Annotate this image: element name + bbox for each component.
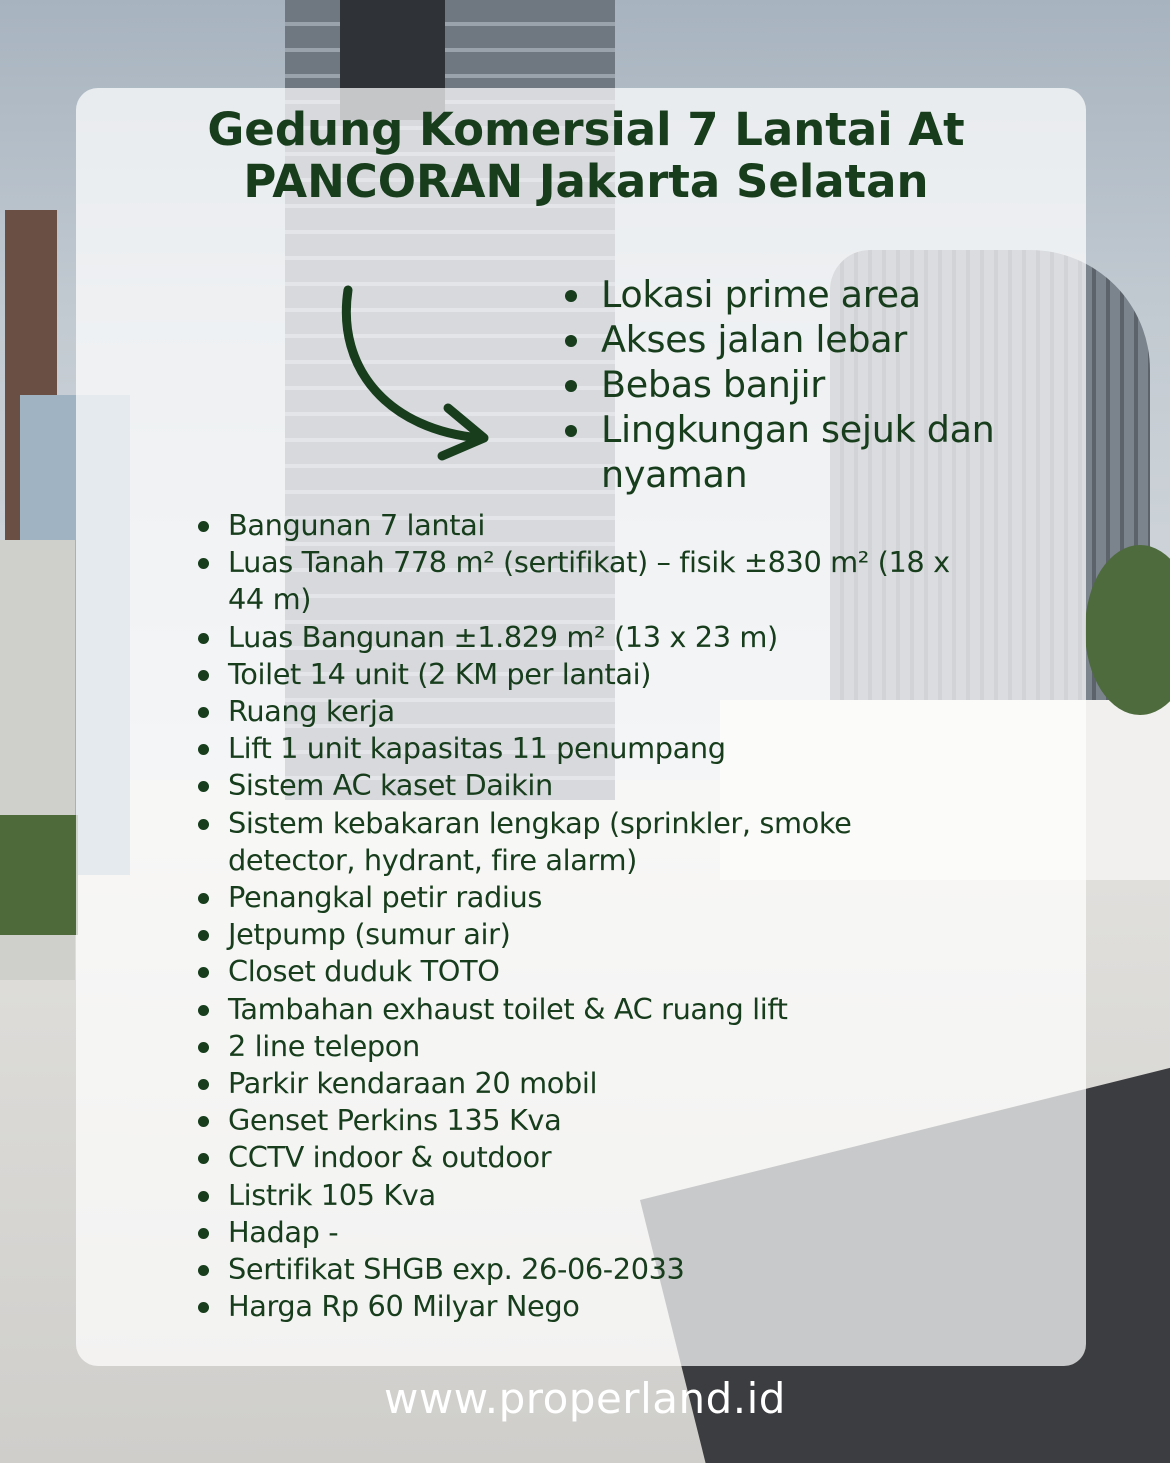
spec-item: Ruang kerja <box>194 693 984 730</box>
spec-item: CCTV indoor & outdoor <box>194 1139 984 1176</box>
spec-item: 2 line telepon <box>194 1028 984 1065</box>
spec-item: Tambahan exhaust toilet & AC ruang lift <box>194 991 984 1028</box>
spec-item: Closet duduk TOTO <box>194 953 984 990</box>
spec-item: Toilet 14 unit (2 KM per lantai) <box>194 656 984 693</box>
spec-item: Sistem kebakaran lengkap (sprinkler, smoke detector, hydrant, fire alarm) <box>194 805 984 879</box>
spec-item: Parkir kendaraan 20 mobil <box>194 1065 984 1102</box>
spec-item: Hadap - <box>194 1214 984 1251</box>
spec-item: Genset Perkins 135 Kva <box>194 1102 984 1139</box>
feature-item: Akses jalan lebar <box>563 317 1063 362</box>
spec-item: Bangunan 7 lantai <box>194 507 984 544</box>
feature-list <box>563 272 1063 497</box>
feature-item: Lokasi prime area <box>563 272 1063 317</box>
spec-item: Harga Rp 60 Milyar Nego <box>194 1288 984 1325</box>
spec-list <box>194 507 984 1325</box>
feature-item: Bebas banjir <box>563 362 1063 407</box>
spec-item: Jetpump (sumur air) <box>194 916 984 953</box>
curved-arrow-icon <box>330 280 510 470</box>
spec-item: Penangkal petir radius <box>194 879 984 916</box>
spec-item: Sistem AC kaset Daikin <box>194 767 984 804</box>
spec-item: Listrik 105 Kva <box>194 1177 984 1214</box>
website-url: www.properland.id <box>384 1374 786 1423</box>
spec-item: Luas Bangunan ±1.829 m² (13 x 23 m) <box>194 619 984 656</box>
feature-item: Lingkungan sejuk dan nyaman <box>563 407 1063 497</box>
page-title: Gedung Komersial 7 Lantai At PANCORAN Jakarta Selatan <box>207 103 965 208</box>
spec-item: Luas Tanah 778 m² (sertifikat) – fisik ±830 m² (18 x 44 m) <box>194 544 984 618</box>
spec-item: Lift 1 unit kapasitas 11 penumpang <box>194 730 984 767</box>
spec-item: Sertifikat SHGB exp. 26-06-2033 <box>194 1251 984 1288</box>
hedge <box>0 815 78 935</box>
